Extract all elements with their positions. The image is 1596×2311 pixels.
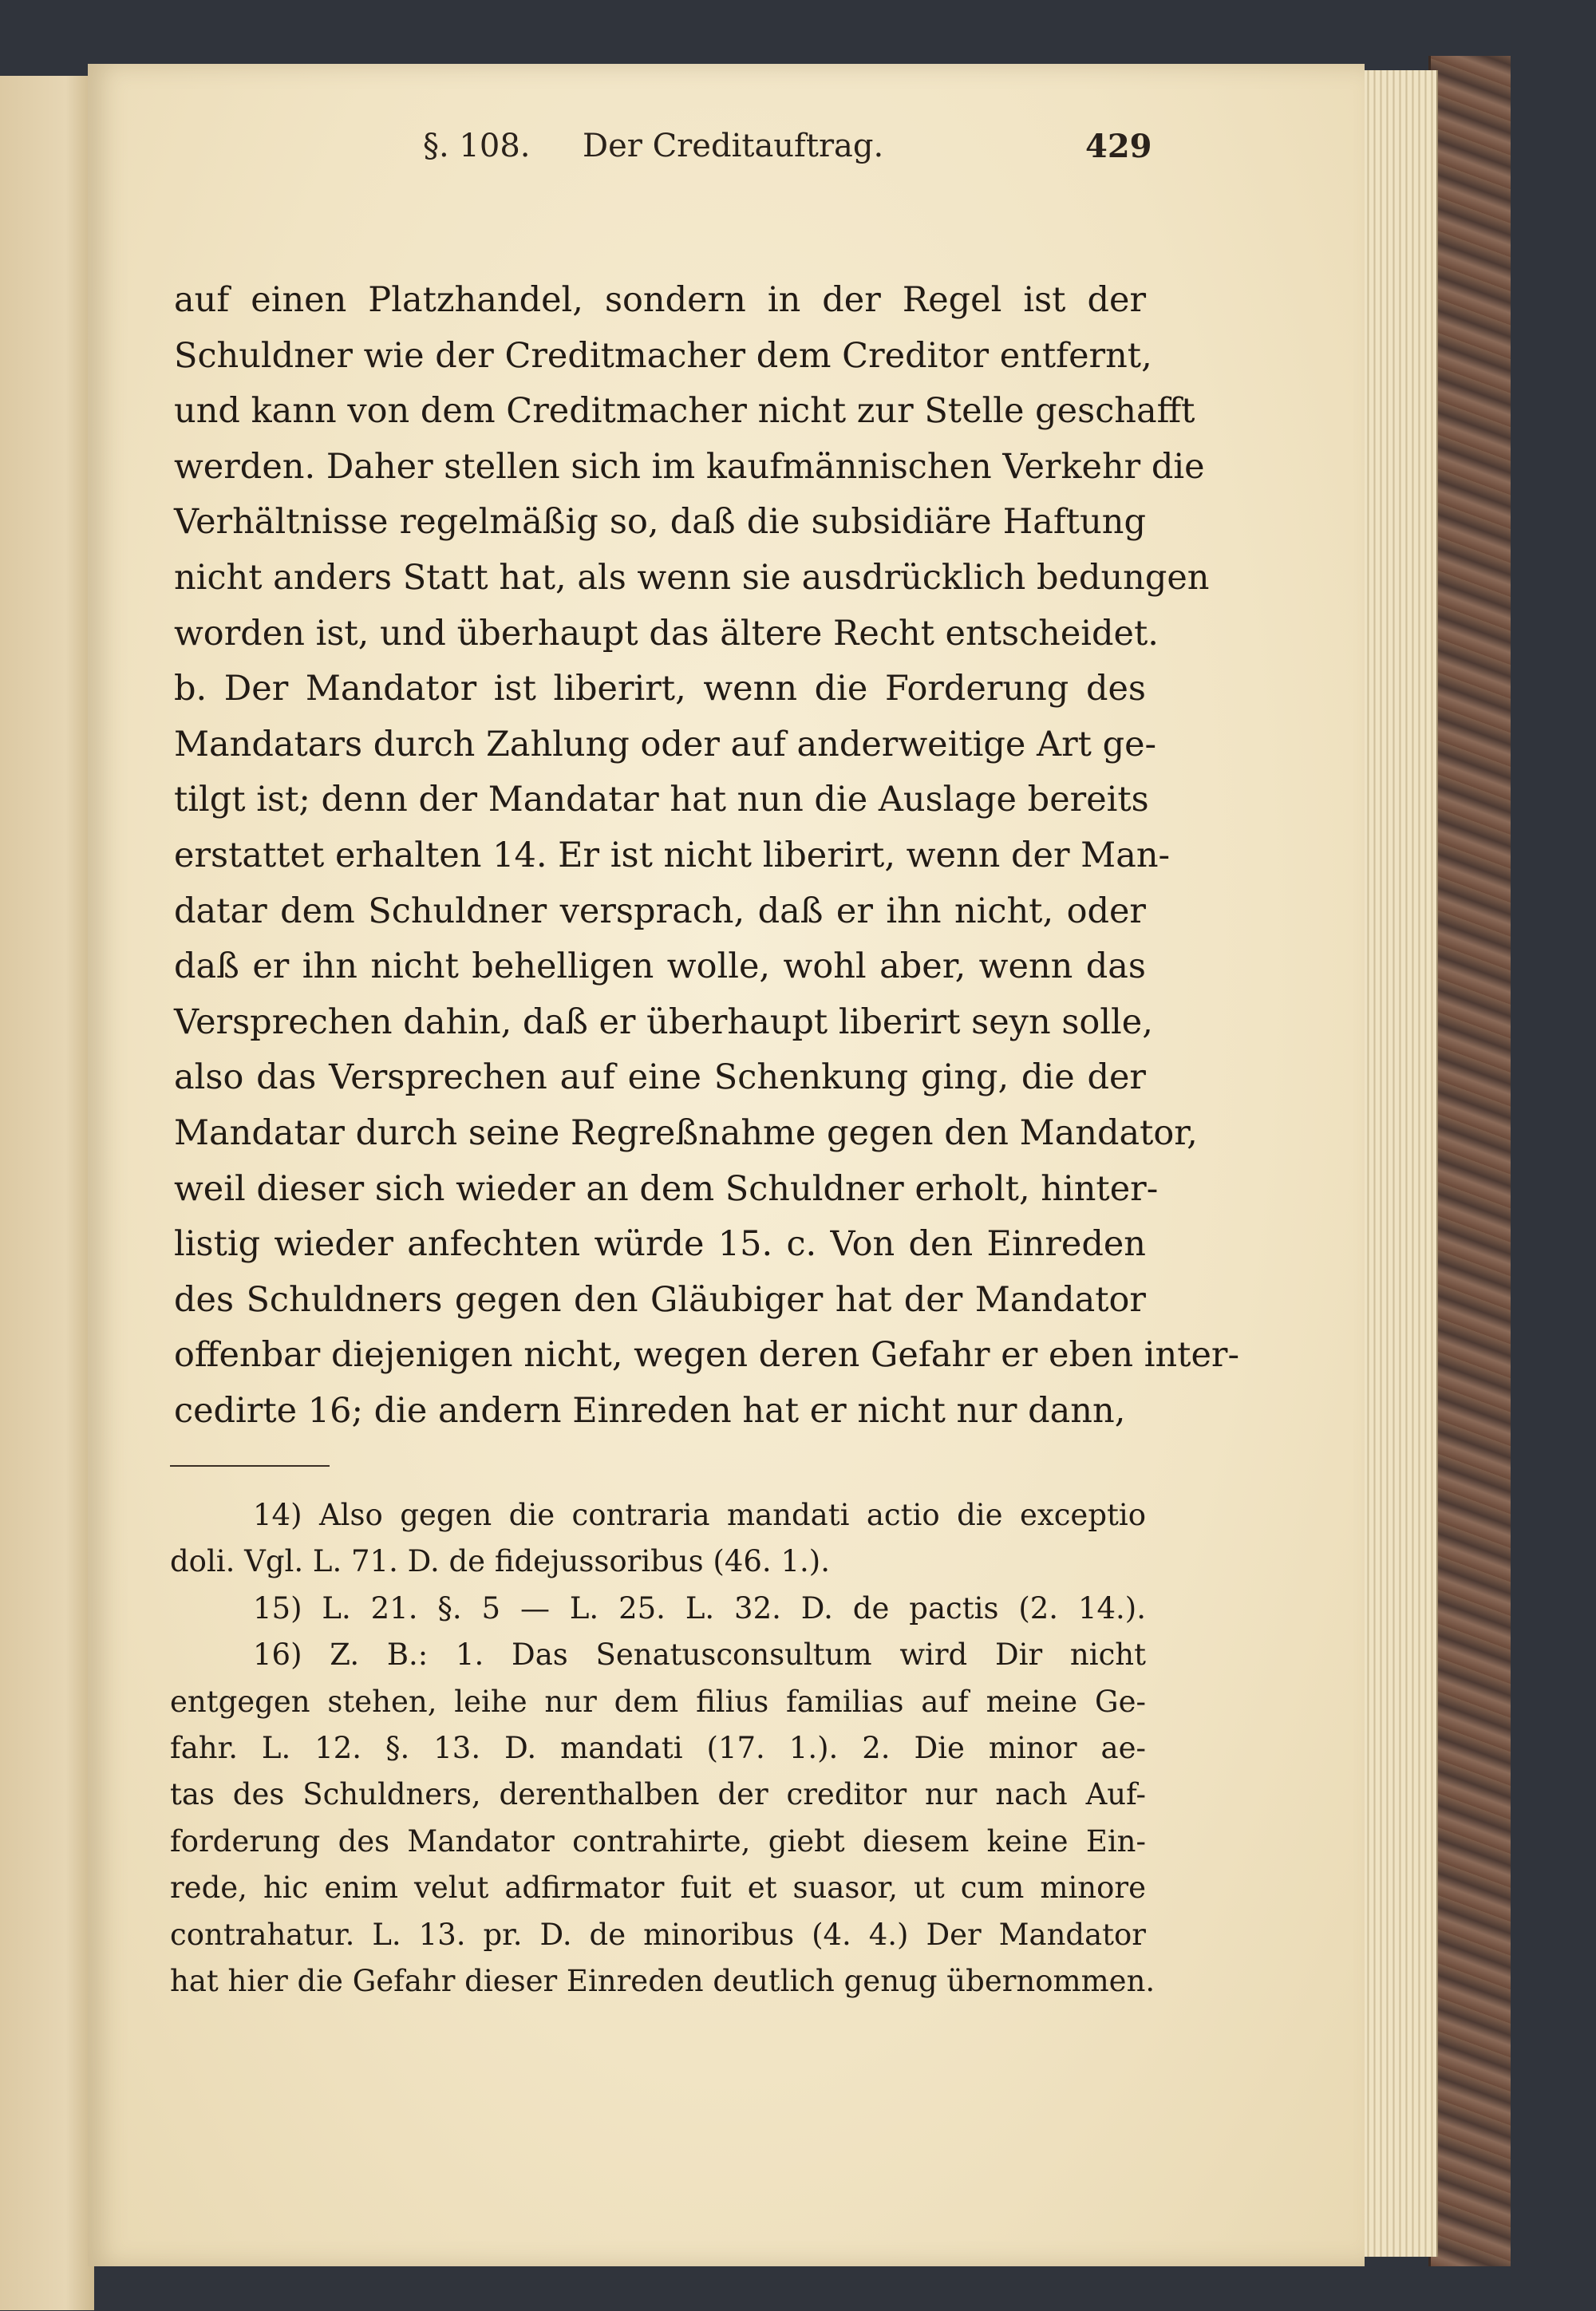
text-line: Schuldner wie der Creditmacher dem Creditor entfernt, (174, 335, 1152, 376)
footnote-line: fahr. L. 12. §. 13. D. mandati (17. 1.). 2. Die minor ae- (170, 1730, 1146, 1765)
page-stack-edge (1357, 70, 1438, 2257)
text-line: datar dem Schuldner versprach, daß er ihn nicht, oder (174, 891, 1146, 931)
text-line: erstattet erhalten 14. Er ist nicht liberirt, wenn der Man- (174, 835, 1171, 875)
footnote-line: contrahatur. L. 13. pr. D. de minoribus (4. 4.) Der Mandator (170, 1917, 1146, 1952)
footnote-line: 14) Also gegen die contraria mandati actio die exceptio (253, 1498, 1146, 1532)
text-line: weil dieser sich wieder an dem Schuldner erholt, hinter- (174, 1168, 1159, 1209)
page-number: 429 (1085, 128, 1152, 165)
footnote-line: tas des Schuldners, derenthalben der creditor nur nach Auf- (170, 1777, 1146, 1812)
text-line: offenbar diejenigen nicht, wegen deren Gefahr er eben inter- (174, 1335, 1239, 1376)
text-line: b. Der Mandator ist liberirt, wenn die Forderung des (174, 669, 1146, 709)
previous-page-edge (0, 76, 94, 2310)
text-line: Verhältnisse regelmäßig so, daß die subsidiäre Haftung (174, 502, 1146, 543)
text-line: daß er ihn nicht behelligen wolle, wohl aber, wenn das (174, 946, 1146, 987)
footnote-line: rede, hic enim velut adfirmator fuit et suasor, ut cum minore (170, 1871, 1146, 1906)
footnote-line: hat hier die Gefahr dieser Einreden deutlich genug übernommen. (170, 1963, 1156, 1998)
text-line: Mandatars durch Zahlung oder auf anderweitige Art ge- (174, 724, 1157, 764)
text-line: Mandatar durch seine Regreßnahme gegen den Mandator, (174, 1112, 1198, 1153)
footnote-line: doli. Vgl. L. 71. D. de fidejussoribus (46. 1.). (170, 1544, 830, 1579)
footnote-line: 15) L. 21. §. 5 — L. 25. L. 32. D. de pactis (2. 14.). (253, 1590, 1146, 1626)
text-line: und kann von dem Creditmacher nicht zur Stelle geschafft (174, 391, 1195, 432)
text-line: des Schuldners gegen den Gläubiger hat der Mandator (174, 1279, 1146, 1320)
text-line: tilgt ist; denn der Mandatar hat nun die Auslage bereits (174, 780, 1149, 820)
text-line: nicht anders Statt hat, als wenn sie ausdrücklich bedungen (174, 557, 1210, 598)
main-text (174, 273, 1239, 1439)
section-number: §. 108. (423, 128, 531, 164)
text-line: werden. Daher stellen sich im kaufmännischen Verkehr die (174, 446, 1205, 487)
book-cover-edge (1428, 56, 1511, 2266)
text-line: also das Versprechen auf eine Schenkung ging, die der (174, 1057, 1146, 1098)
footnotes (170, 1492, 1156, 2005)
text-line: Versprechen dahin, daß er überhaupt liberirt seyn solle, (174, 1001, 1153, 1042)
text-line: auf einen Platzhandel, sondern in der Regel ist der (174, 280, 1146, 320)
footnote-divider (170, 1465, 330, 1467)
text-line: listig wieder anfechten würde 15. c. Von den Einreden (174, 1224, 1146, 1265)
footnote-line: 16) Z. B.: 1. Das Senatusconsultum wird Dir nicht (253, 1637, 1146, 1673)
footnote-line: forderung des Mandator contrahirte, giebt diesem keine Ein- (170, 1823, 1146, 1859)
footnote-line: entgegen stehen, leihe nur dem filius familias auf meine Ge- (170, 1684, 1146, 1719)
chapter-title: Der Creditauftrag. (583, 128, 884, 164)
text-line: worden ist, und überhaupt das ältere Recht entscheidet. (174, 613, 1159, 654)
text-line: cedirte 16; die andern Einreden hat er nicht nur dann, (174, 1390, 1126, 1431)
